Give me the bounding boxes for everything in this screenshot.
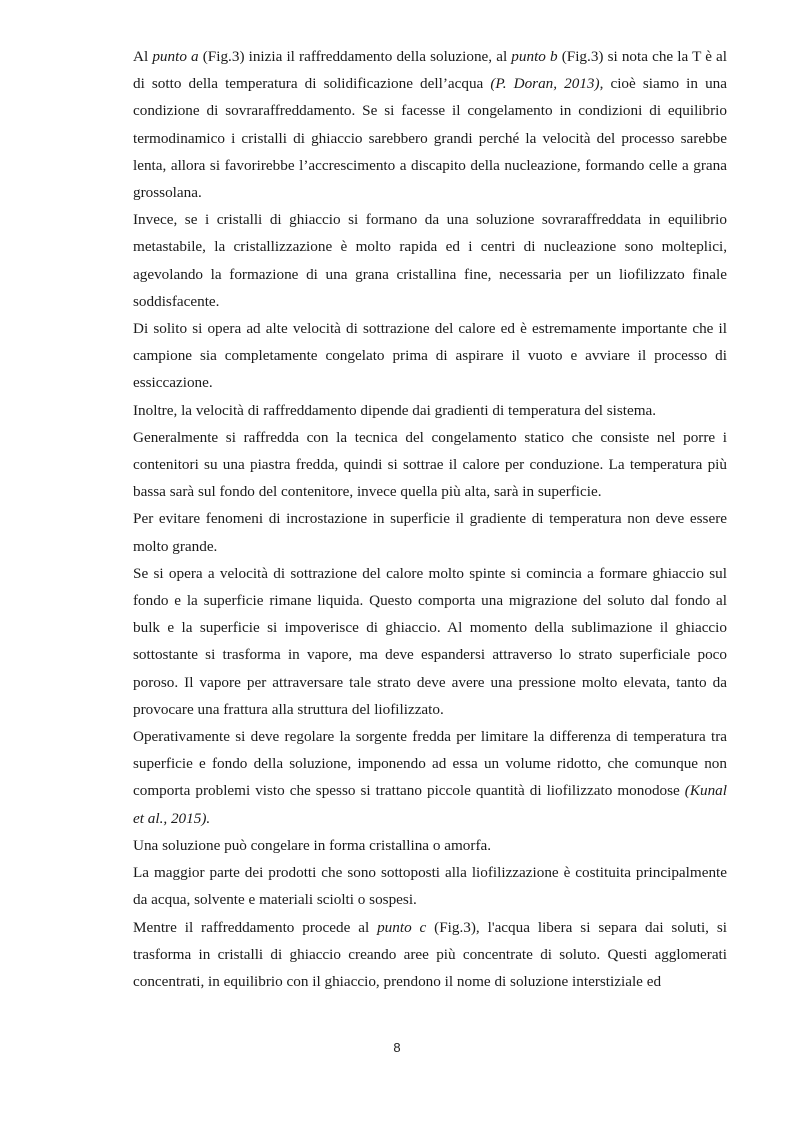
paragraph [133, 832, 727, 859]
page-number: 8 [393, 1040, 401, 1055]
text-run: (Fig.3), l'acqua libera si separa dai soluti, si trasforma in cristalli di ghiaccio creando aree più concentrate di soluto. Questi agglomerati concentrati, in equilibrio con il ghiaccio, prendono il nome di soluzione interstiziale ed [133, 918, 727, 990]
paragraph [133, 206, 727, 315]
text-run: Al [133, 48, 153, 65]
italic-text-run: punto b [511, 48, 558, 65]
italic-text-run: (Kunal et al., 2015). [133, 782, 727, 827]
text-run: Una soluzione può congelare in forma cristallina o amorfa. [133, 836, 492, 854]
text-run: Per evitare fenomeni di incrostazione in superficie il gradiente di temperatura non deve essere molto grande. [133, 510, 727, 555]
text-run: Operativamente si deve regolare la sorgente fredda per limitare la differenza di temperatura tra superficie e fondo della soluzione, imponendo ad essa un volume ridotto, che comunque non comporta problemi visto che spesso si trattano piccole quantità di liofilizzato monodose [133, 728, 727, 800]
text-run: (Fig.3) si nota che la T è al di sotto della temperatura di solidificazione dell’acqua [133, 48, 728, 93]
paragraph [133, 505, 727, 559]
paragraph [133, 859, 727, 913]
text-run: Di solito si opera ad alte velocità di sottrazione del calore ed è estremamente importante che il campione sia completamente congelato prima di aspirare il vuoto e avviare il processo di essiccazione. [133, 320, 727, 392]
paragraph [133, 43, 727, 206]
text-run: Inoltre, la velocità di raffreddamento dipende dai gradienti di temperatura del sistema. [133, 401, 657, 419]
paragraph [133, 397, 727, 424]
paragraph [133, 315, 727, 397]
body-text [133, 43, 727, 995]
italic-text-run: punto c [377, 918, 427, 936]
text-run: Invece, se i cristalli di ghiaccio si formano da una soluzione sovraraffreddata in equilibrio metastabile, la cristallizzazione è molto rapida ed i centri di nucleazione sono molteplici, agevolando la formazione di una grana cristallina fine, necessaria per un liofilizzato finale soddisfacente. [133, 211, 727, 310]
text-run: La maggior parte dei prodotti che sono sottoposti alla liofilizzazione è costituita principalmente da acqua, solvente e materiali sciolti o sospesi. [133, 864, 727, 909]
paragraph [133, 424, 727, 506]
text-run: , cioè siamo in una condizione di sovraraffreddamento. Se si facesse il congelamento in condizioni di equilibrio termodinamico i cristalli di ghiaccio sarebbero grandi perché la velocità del processo sarebbe lenta, allora si favorirebbe l’accrescimento a discapito della nucleazione, formando celle a grana grossolana. [133, 75, 728, 202]
paragraph [133, 723, 727, 832]
text-run: Generalmente si raffredda con la tecnica del congelamento statico che consiste nel porre i contenitori su una piastra fredda, quindi si sottrae il calore per conduzione. La temperatura più bassa sarà sul fondo del contenitore, invece quella più alta, sarà in superficie. [133, 428, 727, 501]
italic-text-run: (P. Doran, 2013) [490, 75, 600, 93]
text-run: Se si opera a velocità di sottrazione del calore molto spinte si comincia a formare ghiaccio sul fondo e la superficie rimane liquida. Questo comporta una migrazione del soluto dal fondo al bulk e la superficie si impoverisce di ghiaccio. Al momento della sublimazione il ghiaccio sottostante si trasforma in vapore, ma deve espandersi attraverso lo strato superficiale poco poroso. Il vapore per attraversare tale strato deve avere una pressione molto elevata, tanto da provocare una frattura alla struttura del liofilizzato. [133, 564, 727, 718]
paragraph [133, 914, 727, 996]
paragraph [133, 560, 727, 723]
text-run: Mentre il raffreddamento procede al [133, 918, 378, 936]
text-run: (Fig.3) inizia il raffreddamento della soluzione, al [198, 48, 512, 65]
italic-text-run: punto a [152, 48, 199, 65]
